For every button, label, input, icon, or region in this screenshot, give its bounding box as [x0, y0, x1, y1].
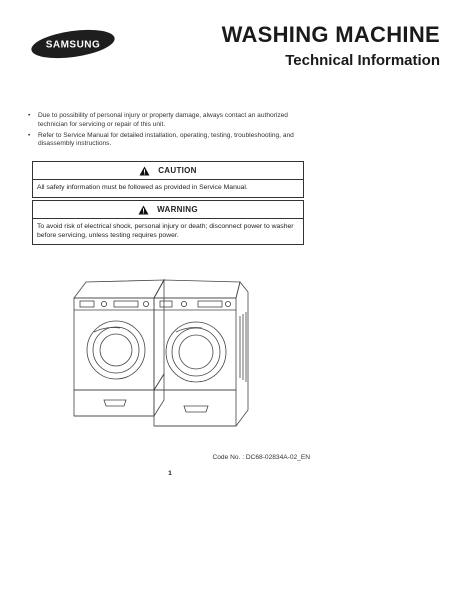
instruction-list: [28, 112, 308, 151]
page-number: 1: [168, 470, 172, 477]
caution-heading: CAUTION: [158, 166, 197, 175]
caution-header: [33, 162, 303, 180]
caution-box: [32, 161, 304, 198]
document-subtitle: Technical Information: [285, 52, 440, 69]
warning-text: To avoid risk of electrical shock, personal injury or death; disconnect power to washer before servicing, unless testing requires power.: [37, 223, 294, 239]
warning-header: [33, 201, 303, 219]
caution-text: All safety information must be followed as provided in Service Manual.: [37, 184, 248, 191]
samsung-logo: [30, 28, 116, 60]
instruction-item: • Refer to Service Manual for detailed installation, operating, testing, troubleshooting, and disassembly instructions.: [28, 132, 308, 150]
warning-box: [32, 200, 304, 245]
document-title: WASHING MACHINE: [221, 22, 440, 47]
warning-triangle-icon: [139, 166, 150, 176]
instruction-item: • Due to possibility of personal injury or property damage, always contact an authorized technician for servicing or repair of this unit.: [28, 112, 308, 130]
brand-wordmark: SAMSUNG: [45, 39, 101, 51]
washer-dryer-pair-illustration: [60, 268, 260, 438]
warning-heading: WARNING: [157, 205, 198, 214]
warning-triangle-icon: [138, 205, 149, 215]
document-code: Code No. : DC68-02834A-02_EN: [212, 454, 310, 461]
